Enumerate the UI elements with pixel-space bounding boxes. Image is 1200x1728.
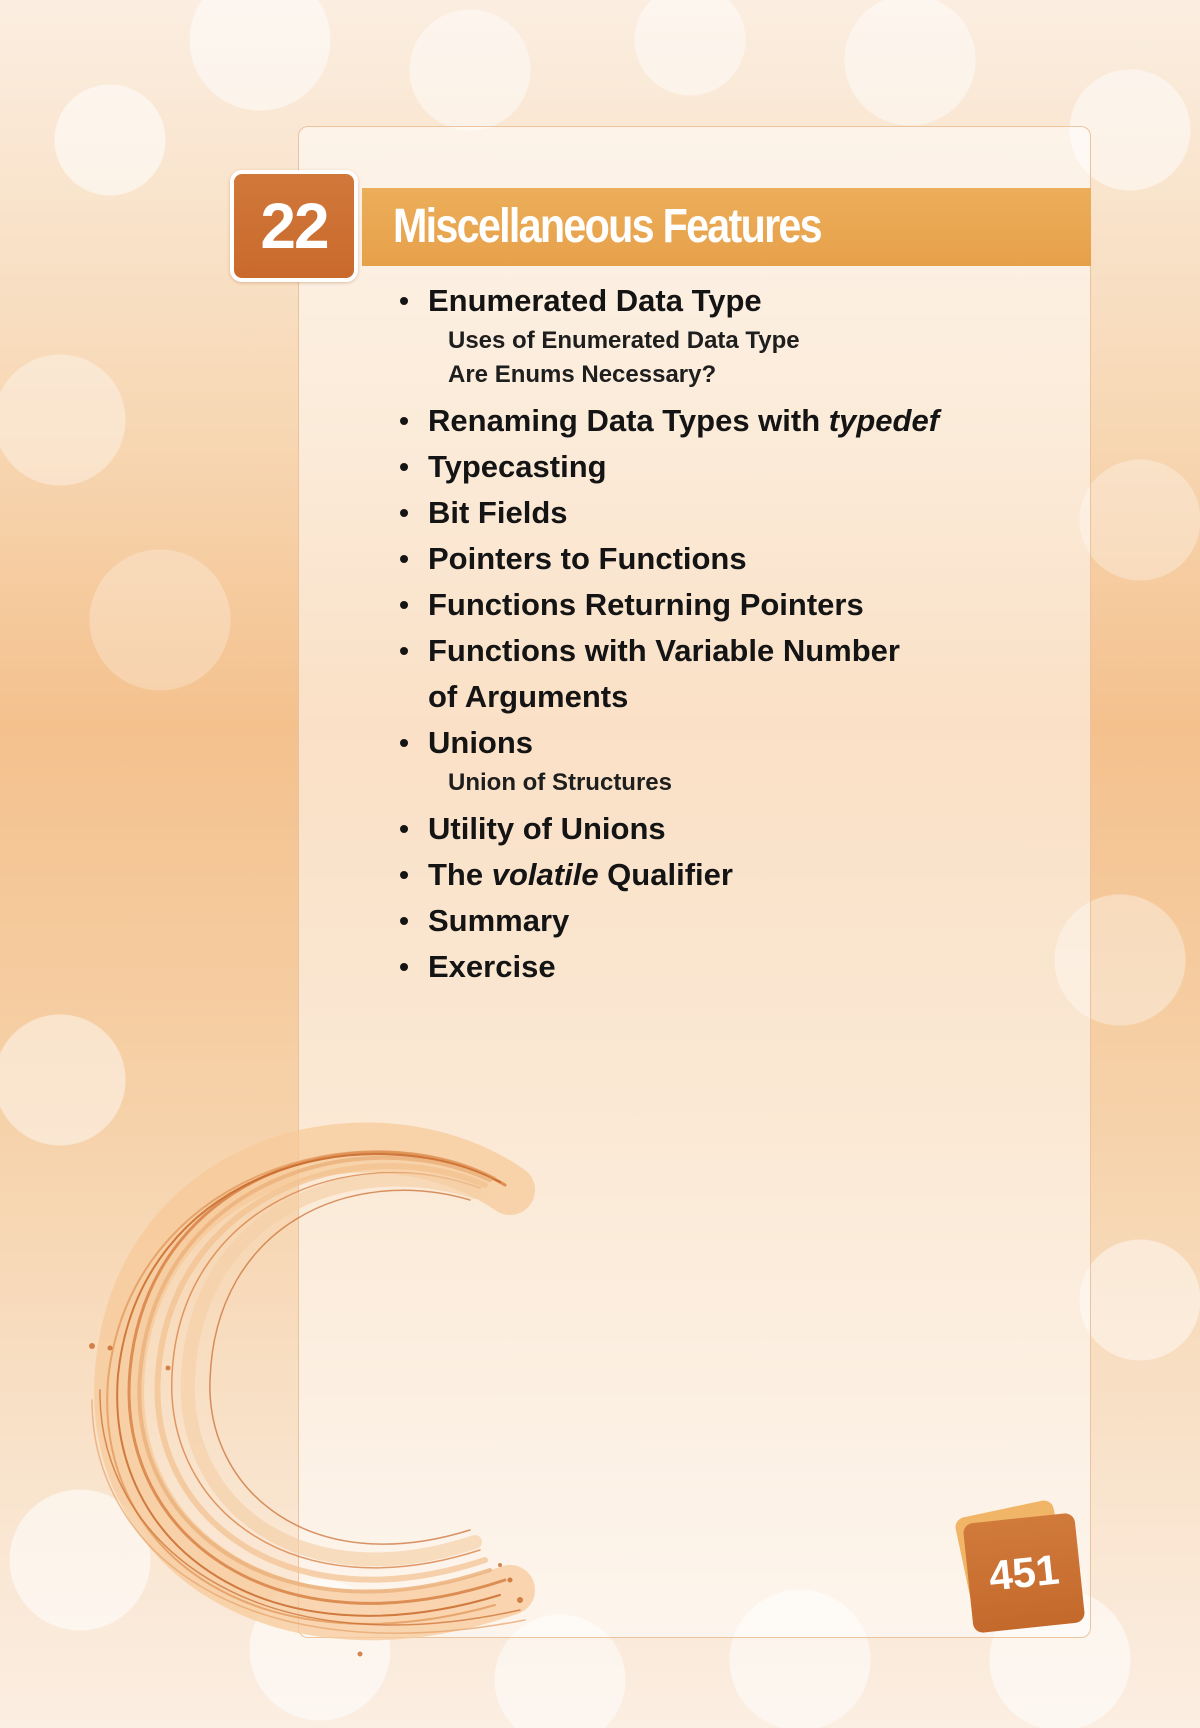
bullet-icon: • (399, 285, 409, 316)
list-item-emphasis: volatile (491, 857, 599, 892)
bullet-icon: • (399, 635, 409, 666)
list-item (394, 628, 1054, 720)
list-item (394, 852, 1054, 898)
decorative-arc-icon (80, 1110, 540, 1670)
chapter-contents-list (394, 278, 1054, 990)
bullet-icon: • (399, 497, 409, 528)
list-item-label: Functions with Variable Number (428, 633, 900, 668)
list-item-label: Exercise (428, 949, 556, 984)
list-item (394, 944, 1054, 990)
bullet-icon: • (399, 813, 409, 844)
bullet-icon: • (399, 951, 409, 982)
list-item (394, 444, 1054, 490)
page-number: 451 (963, 1512, 1086, 1633)
sub-list-item: Uses of Enumerated Data Type (448, 327, 800, 354)
list-item (394, 490, 1054, 536)
list-item-label-continued: of Arguments (428, 679, 629, 714)
list-item (394, 278, 1054, 324)
list-item-label: Renaming Data Types with (428, 403, 829, 438)
list-item (394, 806, 1054, 852)
list-item-label: Pointers to Functions (428, 541, 747, 576)
list-item-emphasis: typedef (828, 403, 940, 438)
list-item-label: Enumerated Data Type (428, 283, 762, 318)
bullet-icon: • (399, 727, 409, 758)
list-item-label: Bit Fields (428, 495, 568, 530)
bullet-icon: • (399, 405, 409, 436)
list-item-label: Summary (428, 903, 570, 938)
list-item (394, 536, 1054, 582)
list-item-label: The (428, 857, 492, 892)
list-item (394, 582, 1054, 628)
bullet-icon: • (399, 905, 409, 936)
list-item (394, 898, 1054, 944)
list-item (394, 720, 1054, 766)
list-item-label: Unions (428, 725, 534, 760)
list-item-label: Functions Returning Pointers (428, 587, 864, 622)
bullet-icon: • (399, 859, 409, 890)
chapter-title: Miscellaneous Features (393, 200, 821, 253)
chapter-number-badge: 22 (230, 170, 358, 282)
sub-list-item: Union of Structures (448, 769, 673, 796)
bullet-icon: • (399, 589, 409, 620)
bullet-icon: • (399, 451, 409, 482)
bullet-icon: • (399, 543, 409, 574)
sub-list-item: Are Enums Necessary? (448, 361, 717, 388)
list-item-label: Typecasting (428, 449, 607, 484)
list-item (394, 398, 1054, 444)
list-item-label-suffix: Qualifier (598, 857, 733, 892)
list-item-label: Utility of Unions (428, 811, 666, 846)
